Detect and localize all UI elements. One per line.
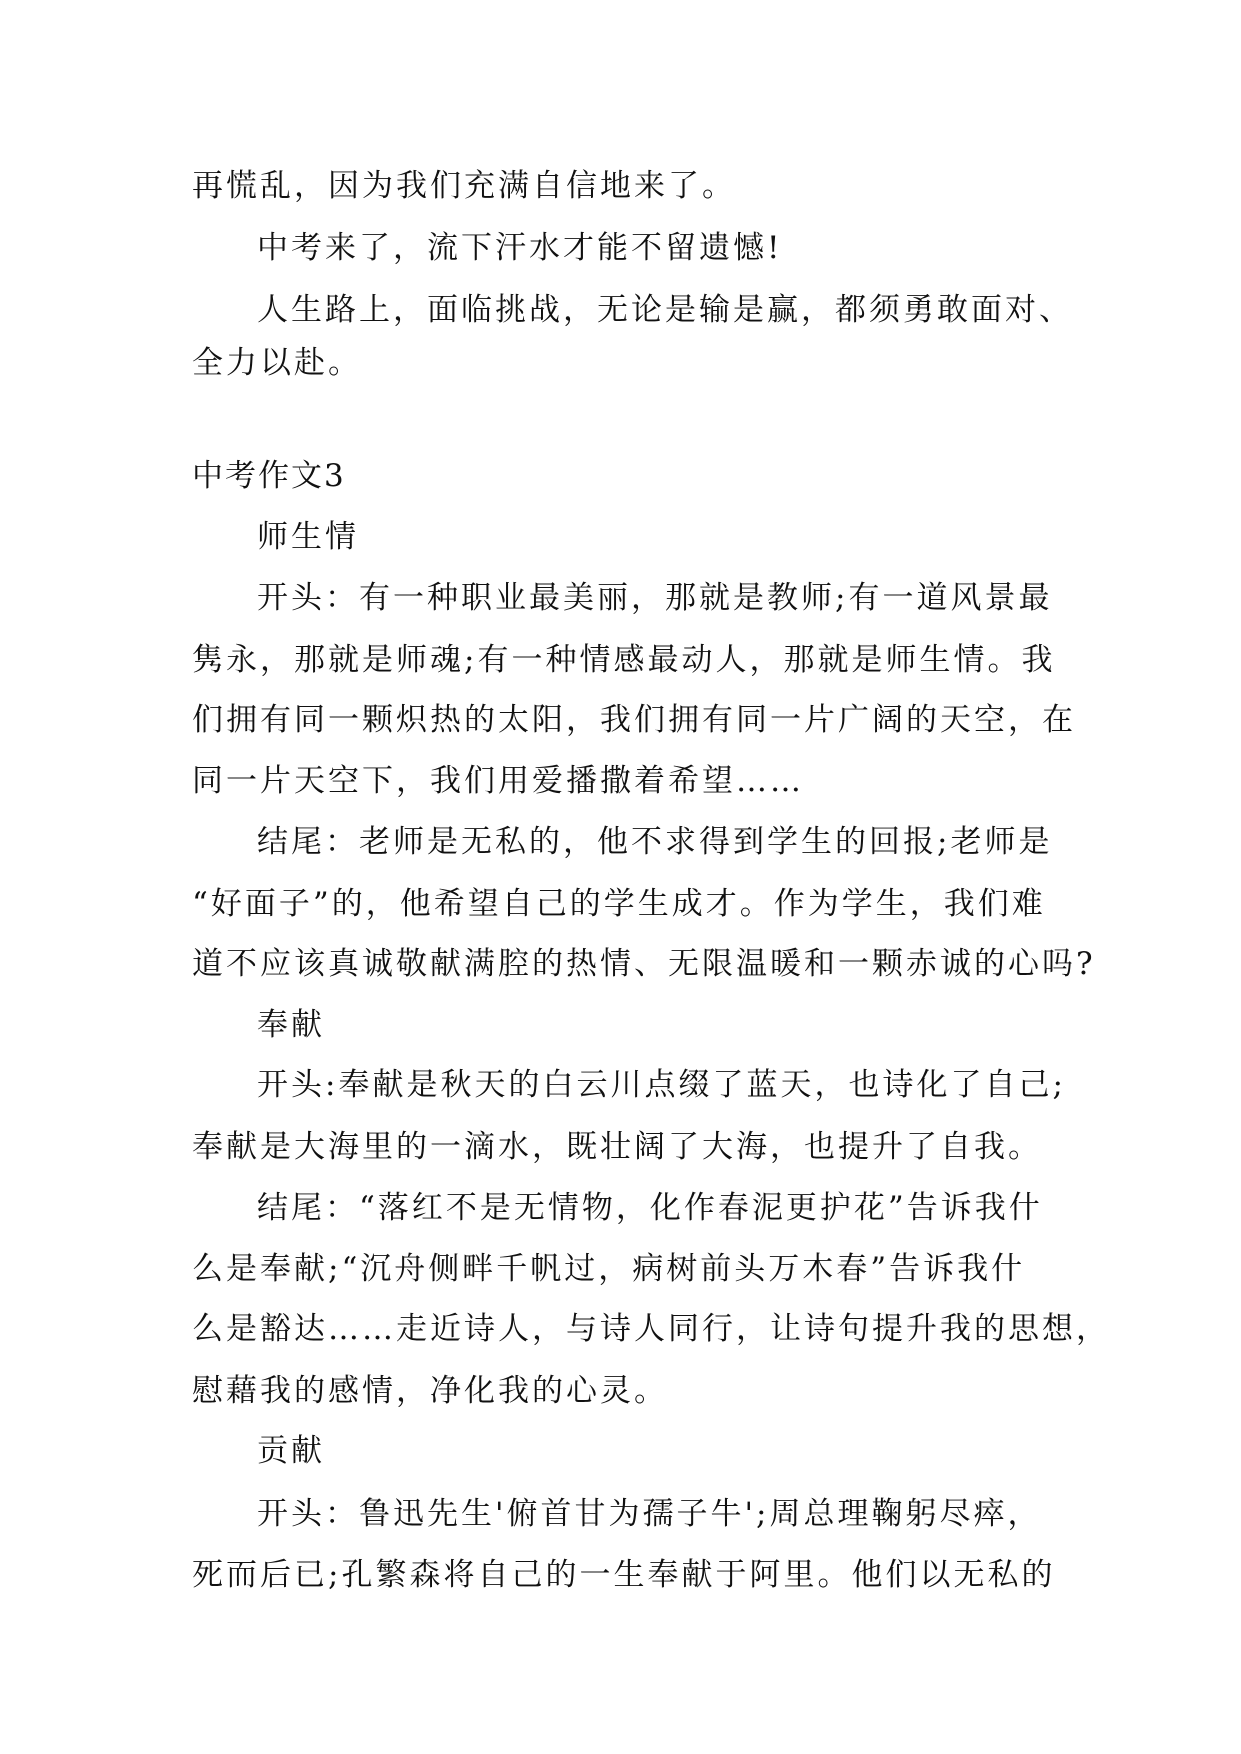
paragraph-line: “好面子”的，他希望自己的学生成才。作为学生，我们难: [192, 886, 1046, 922]
paragraph-line: 么是豁达……走近诗人，与诗人同行，让诗句提升我的思想，: [192, 1311, 1110, 1347]
paragraph-line: 道不应该真诚敬献满腔的热情、无限温暖和一颗赤诚的心吗?: [192, 946, 1096, 982]
paragraph-line: 再慌乱，因为我们充满自信地来了。: [192, 168, 736, 204]
paragraph-line: 全力以赴。: [192, 345, 362, 381]
paragraph-line: 隽永，那就是师魂;有一种情感最动人，那就是师生情。我: [192, 642, 1056, 678]
paragraph-line: 开头：有一种职业最美丽，那就是教师;有一道风景最: [257, 580, 1053, 616]
paragraph-line: 死而后已;孔繁森将自己的一生奉献于阿里。他们以无私的: [192, 1557, 1056, 1593]
paragraph-line: 们拥有同一颗炽热的太阳，我们拥有同一片广阔的天空，在: [192, 702, 1076, 738]
section-title: 中考作文3: [192, 458, 346, 494]
paragraph-line: 开头:奉献是秋天的白云川点缀了蓝天，也诗化了自己;: [257, 1067, 1066, 1103]
subsection-title: 贡献: [257, 1433, 325, 1469]
paragraph-line: 慰藉我的感情，净化我的心灵。: [192, 1373, 668, 1409]
subsection-title: 师生情: [257, 519, 359, 555]
paragraph-line: 人生路上，面临挑战，无论是输是赢，都须勇敢面对、: [257, 292, 1073, 328]
paragraph-line: 结尾：老师是无私的，他不求得到学生的回报;老师是: [257, 824, 1053, 860]
paragraph-line: 么是奉献;“沉舟侧畔千帆过，病树前头万木春”告诉我什: [192, 1251, 1026, 1287]
subsection-title: 奉献: [257, 1007, 325, 1043]
paragraph-line: 同一片天空下，我们用爱播撒着希望……: [192, 763, 804, 799]
paragraph-line: 中考来了，流下汗水才能不留遗憾!: [257, 230, 783, 266]
paragraph-line: 结尾：“落红不是无情物，化作春泥更护花”告诉我什: [257, 1190, 1043, 1226]
paragraph-line: 奉献是大海里的一滴水，既壮阔了大海，也提升了自我。: [192, 1129, 1042, 1165]
paragraph-line: 开头：鲁迅先生'俯首甘为孺子牛';周总理鞠躬尽瘁，: [257, 1496, 1042, 1532]
